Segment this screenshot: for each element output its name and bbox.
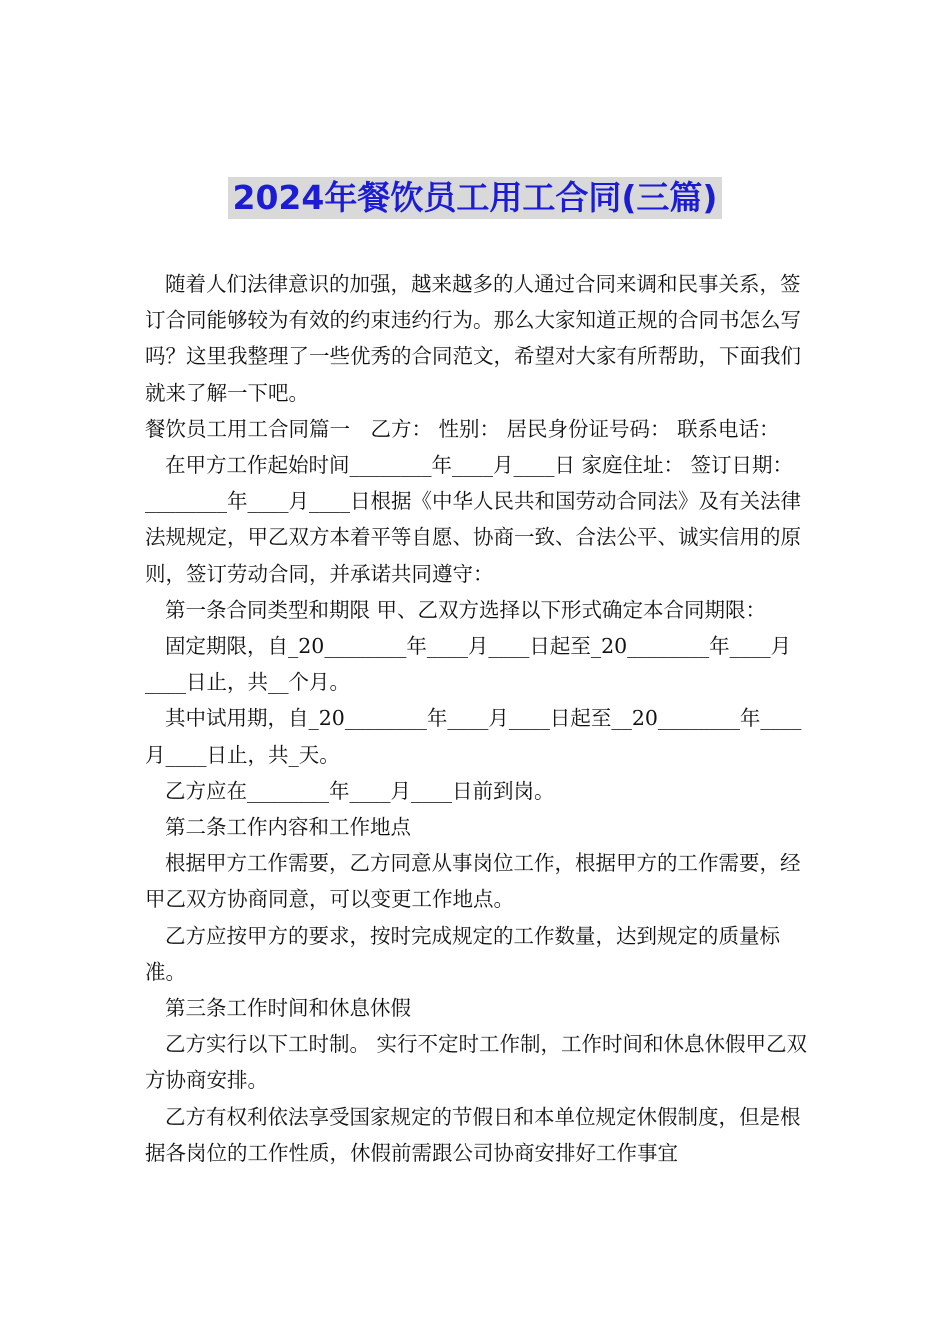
article-1-heading: 第一条合同类型和期限 甲、乙双方选择以下形式确定本合同期限： bbox=[165, 597, 767, 622]
article-3-paragraph-1: 乙方实行以下工时制。 实行不定时工作制，工作时间和休息休假甲乙双方协商安排。 bbox=[145, 1032, 808, 1093]
probation-paragraph: 其中试用期，自_20________年____月____日起至__20________年____月____日止，共_天。 bbox=[145, 706, 802, 767]
article-3-paragraph-2: 乙方有权利依法享受国家规定的节假日和本单位规定休假制度，但是根据各岗位的工作性质，休假前需跟公司协商安排好工作事宜 bbox=[145, 1104, 801, 1165]
start-date-paragraph: 在甲方工作起始时间________年____月____日 家庭住址： 签订日期：________年____月____日根据《中华人民共和国劳动合同法》及有关法律法规规定，甲乙双方本着平等自愿、协商一致、合法公平、诚实信用的原则，签订劳动合同，并承诺共同遵守： bbox=[145, 453, 801, 586]
contract-header-line: 餐饮员工用工合同篇一 乙方： 性别： 居民身份证号码： 联系电话： bbox=[145, 416, 780, 441]
document-title: 2024年餐饮员工用工合同(三篇) bbox=[228, 177, 721, 219]
document-body bbox=[145, 266, 815, 1171]
intro-paragraph: 随着人们法律意识的加强，越来越多的人通过合同来调和民事关系，签订合同能够较为有效的约束违约行为。那么大家知道正规的合同书怎么写吗？这里我整理了一些优秀的合同范文，希望对大家有所帮助，下面我们就来了解一下吧。 bbox=[145, 272, 801, 405]
fixed-term-paragraph: 固定期限，自_20________年____月____日起至_20________年____月____日止，共__个月。 bbox=[145, 634, 792, 695]
article-3-heading: 第三条工作时间和休息休假 bbox=[165, 996, 411, 1021]
title-block bbox=[0, 177, 950, 219]
article-2-paragraph-1: 根据甲方工作需要，乙方同意从事岗位工作，根据甲方的工作需要，经甲乙双方协商同意，可以变更工作地点。 bbox=[145, 851, 801, 912]
article-2-heading: 第二条工作内容和工作地点 bbox=[165, 815, 411, 840]
report-date-paragraph: 乙方应在________年____月____日前到岗。 bbox=[165, 778, 555, 803]
article-2-paragraph-2: 乙方应按甲方的要求，按时完成规定的工作数量，达到规定的质量标准。 bbox=[145, 923, 780, 984]
